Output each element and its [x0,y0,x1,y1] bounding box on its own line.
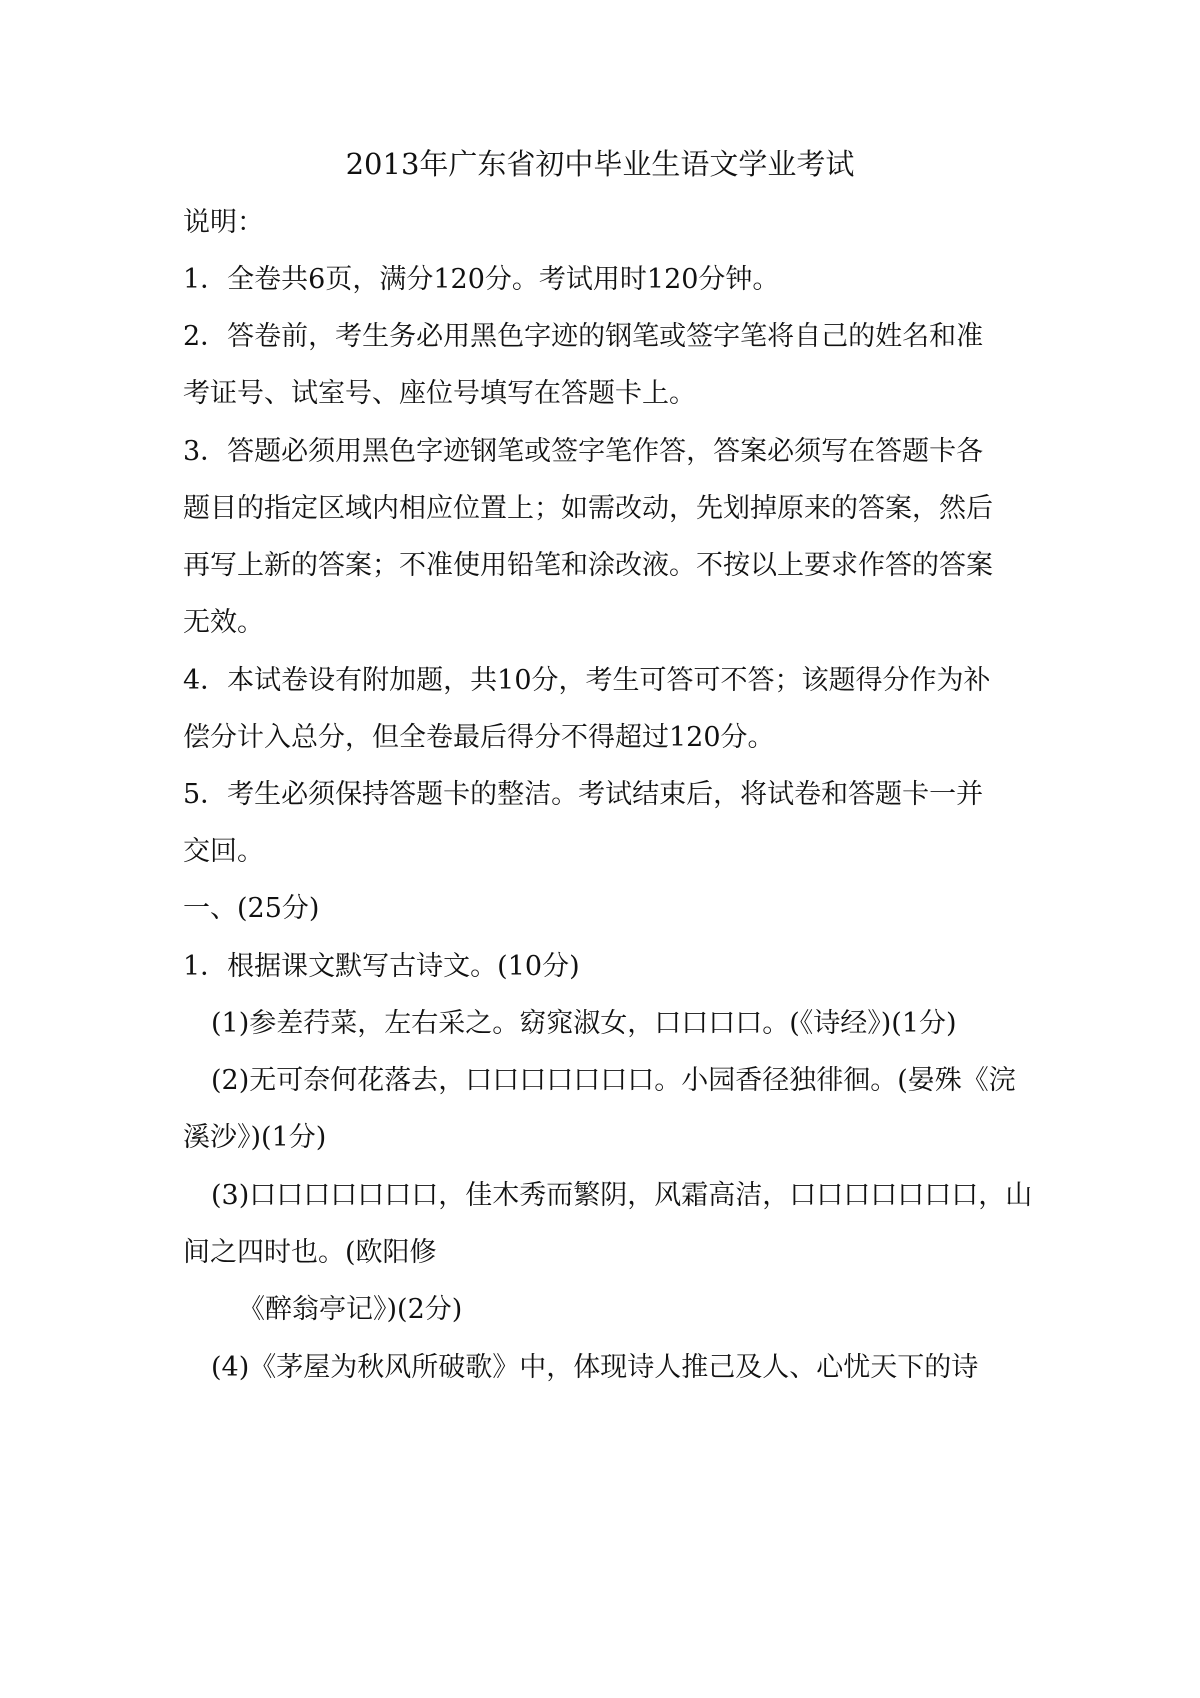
question-heading: 1．根据课文默写古诗文。(10分) [183,951,580,982]
exam-title: 2013年广东省初中毕业生语文学业考试 [345,147,855,181]
instruction-line: 2．答卷前，考生务必用黑色字迹的钢笔或签字笔将自己的姓名和准 [183,321,984,352]
question-line: (1)参差荇菜，左右采之。窈窕淑女，口口口口。(《诗经》)(1分) [211,1008,957,1039]
section-heading: 一、(25分) [183,893,320,924]
instruction-line: 无效。 [183,607,264,638]
question-line: 《醉翁亭记》)(2分) [238,1294,463,1325]
instruction-line: 再写上新的答案；不准使用铅笔和涂改液。不按以上要求作答的答案 [183,550,993,581]
instruction-line: 题目的指定区域内相应位置上；如需改动，先划掉原来的答案，然后 [183,493,993,524]
question-line: 溪沙》)(1分) [183,1122,327,1153]
instruction-line: 考证号、试室号、座位号填写在答题卡上。 [183,378,696,409]
question-line: 间之四时也。(欧阳修 [183,1237,437,1268]
instruction-line: 偿分计入总分，但全卷最后得分不得超过120分。 [183,722,775,753]
question-line: (4)《茅屋为秋风所破歌》中，体现诗人推己及人、心忧天下的诗 [211,1352,979,1383]
instruction-line: 3．答题必须用黑色字迹钢笔或签字笔作答，答案必须写在答题卡各 [183,436,984,467]
instruction-line: 1．全卷共6页，满分120分。考试用时120分钟。 [183,264,780,295]
instruction-line: 5．考生必须保持答题卡的整洁。考试结束后，将试卷和答题卡一并 [183,779,984,810]
question-line: (3)口口口口口口口，佳木秀而繁阴，风霜高洁，口口口口口口口，山 [211,1180,1033,1211]
instruction-line: 4．本试卷设有附加题，共10分，考生可答可不答；该题得分作为补 [183,665,991,696]
instructions-heading: 说明： [183,207,264,238]
question-line: (2)无可奈何花落去，口口口口口口口。小园香径独徘徊。(晏殊《浣 [211,1065,1016,1096]
instruction-line: 交回。 [183,836,264,867]
